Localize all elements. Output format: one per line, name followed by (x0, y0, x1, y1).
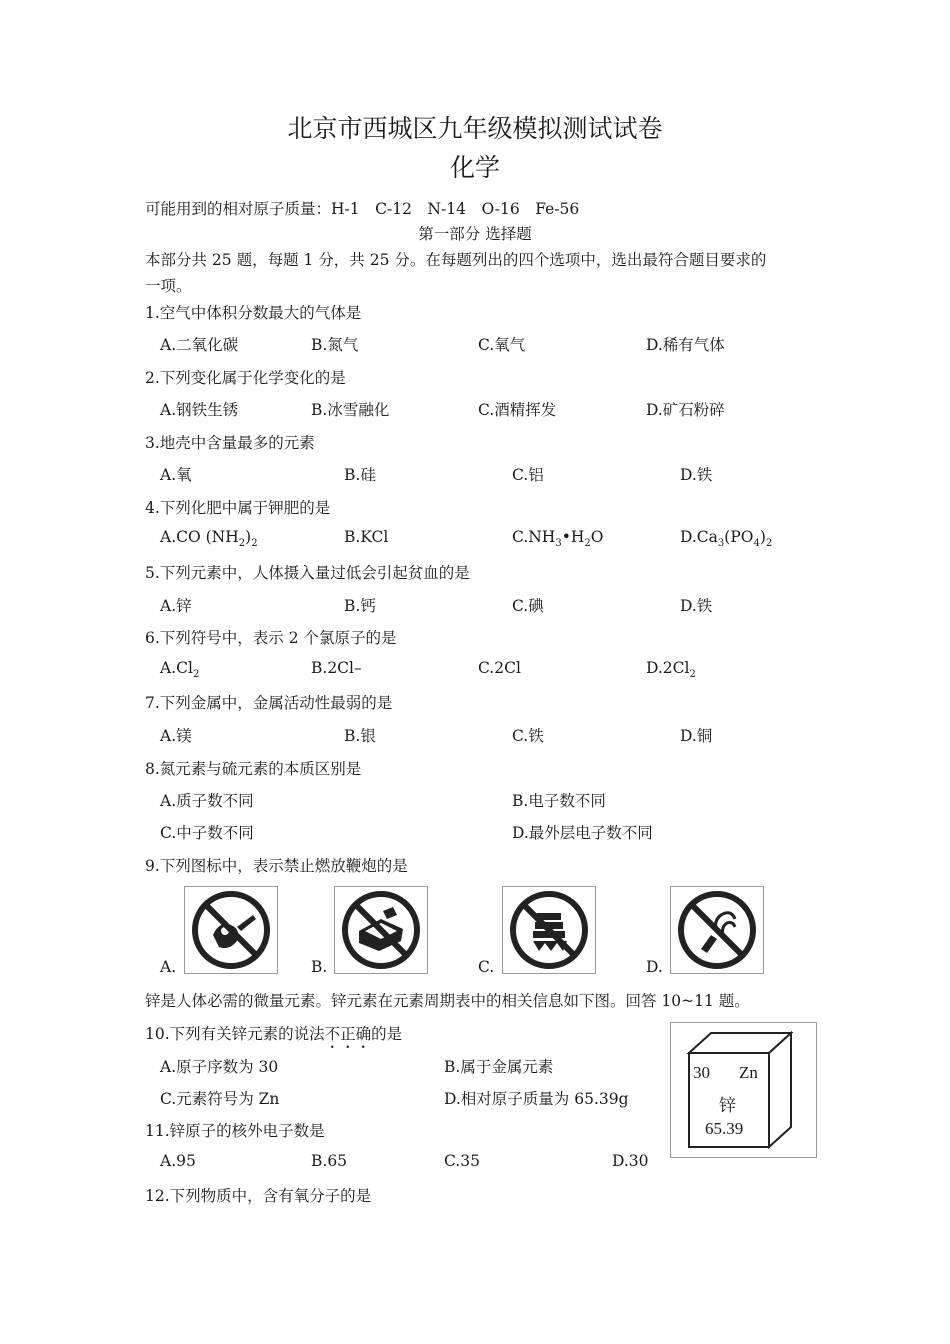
q6-stem: 6.下列符号中，表示 2 个氯原子的是 (145, 629, 397, 647)
section-title: 第一部分 选择题 (418, 225, 532, 243)
q6-option-a: $A.Cl_2$ (160, 659, 200, 680)
q2-option-c: C.酒精挥发 (478, 401, 557, 419)
q3-option-a: A.氧 (160, 466, 192, 484)
q11-option-b: B.65 (311, 1152, 348, 1170)
q4-option-b: B.KCl (344, 528, 389, 546)
sign-a (184, 886, 278, 974)
q7-option-b: B.银 (344, 727, 376, 745)
zinc-element-card (670, 1022, 817, 1158)
q10-option-d: D.相对原子质量为 65.39g (444, 1090, 629, 1108)
zinc-symbol: Zn (739, 1063, 758, 1082)
q2-option-d: D.矿石粉碎 (646, 401, 725, 419)
q8-option-b: B.电子数不同 (512, 792, 606, 810)
exam-title: 北京市西城区九年级模拟测试试卷 (287, 114, 663, 143)
q1-option-d: D.稀有气体 (646, 336, 725, 354)
q6-option-b: B.2Cl– (311, 659, 362, 677)
sign-b (334, 886, 428, 974)
q9-option-c-label: C. (478, 958, 495, 976)
atomic-masses: 可能用到的相对原子质量：H-1 C-12 N-14 O-16 Fe-56 (145, 200, 580, 218)
q8-option-c: C.中子数不同 (160, 824, 254, 842)
subject-title: 化学 (449, 153, 500, 182)
q9-option-d-label: D. (646, 958, 663, 976)
q7-option-a: A.镁 (160, 727, 192, 745)
zinc-atomic-mass: 65.39 (705, 1119, 744, 1138)
zinc-intro: 锌是人体必需的微量元素。锌元素在元素周期表中的相关信息如下图。回答 10~11 题。 (145, 992, 750, 1010)
q9-option-a-label: A. (160, 958, 177, 976)
q4-option-c: $C.NH_3•H_2O$ (512, 528, 604, 549)
q5-option-b: B.钙 (344, 597, 376, 615)
q8-option-a: A.质子数不同 (160, 792, 254, 810)
no-fireworks-icon (185, 887, 277, 973)
q3-option-c: C.铝 (512, 466, 544, 484)
instructions-line1: 本部分共 25 题，每题 1 分，共 25 分。在每题列出的四个选项中，选出最符合题目要求的 (145, 251, 767, 269)
q12-stem: 12.下列物质中，含有氧分子的是 (145, 1187, 372, 1205)
q7-option-d: D.铜 (680, 727, 713, 745)
sign-c (502, 886, 596, 974)
no-burning-icon (335, 887, 427, 973)
q3-stem: 3.地壳中含量最多的元素 (145, 434, 315, 452)
q11-stem: 11.锌原子的核外电子数是 (145, 1122, 325, 1140)
zinc-atomic-number: 30 (693, 1063, 710, 1082)
q2-option-a: A.钢铁生锈 (160, 401, 239, 419)
q10-stem: 10.下列有关锌元素的说法不正确的是 (145, 1025, 403, 1043)
q4-stem: 4.下列化肥中属于钾肥的是 (145, 499, 331, 517)
q3-option-d: D.铁 (680, 466, 713, 484)
q5-option-a: A.锌 (160, 597, 192, 615)
no-smoking-icon (671, 887, 763, 973)
q1-stem: 1.空气中体积分数最大的气体是 (145, 304, 362, 322)
q4-option-d: $D.Ca_3(PO_4)_2$ (680, 528, 773, 549)
q7-stem: 7.下列金属中，金属活动性最弱的是 (145, 694, 393, 712)
q11-option-d: D.30 (612, 1152, 649, 1170)
q2-stem: 2.下列变化属于化学变化的是 (145, 369, 346, 387)
cube-outline-icon (671, 1023, 816, 1157)
q11-option-c: C.35 (444, 1152, 480, 1170)
no-stacking-icon (503, 887, 595, 973)
q10-option-a: A.原子序数为 30 (160, 1058, 279, 1076)
q8-option-d: D.最外层电子数不同 (512, 824, 653, 842)
sign-d (670, 886, 764, 974)
q10-option-b: B.属于金属元素 (444, 1058, 554, 1076)
q10-emphasis: 不正确 (324, 1025, 372, 1043)
q11-option-a: A.95 (160, 1152, 196, 1170)
q6-option-d: $D.2Cl_2$ (646, 659, 696, 680)
q10-option-c: C.元素符号为 Zn (160, 1090, 280, 1108)
zinc-name: 锌 (719, 1096, 736, 1115)
q5-option-d: D.铁 (680, 597, 713, 615)
q5-stem: 5.下列元素中，人体摄入量过低会引起贫血的是 (145, 564, 470, 582)
q1-option-a: A.二氧化碳 (160, 336, 239, 354)
instructions-line2: 一项。 (145, 277, 192, 295)
q4-option-a: A.CO $(NH_2)_2$ (160, 528, 258, 549)
q6-option-c: C.2Cl (478, 659, 521, 677)
q1-option-c: C.氧气 (478, 336, 526, 354)
q2-option-b: B.冰雪融化 (311, 401, 390, 419)
q7-option-c: C.铁 (512, 727, 544, 745)
q8-stem: 8.氮元素与硫元素的本质区别是 (145, 760, 362, 778)
q9-option-b-label: B. (311, 958, 328, 976)
q1-option-b: B.氮气 (311, 336, 359, 354)
q5-option-c: C.碘 (512, 597, 544, 615)
q9-stem: 9.下列图标中，表示禁止燃放鞭炮的是 (145, 857, 408, 875)
q3-option-b: B.硅 (344, 466, 376, 484)
